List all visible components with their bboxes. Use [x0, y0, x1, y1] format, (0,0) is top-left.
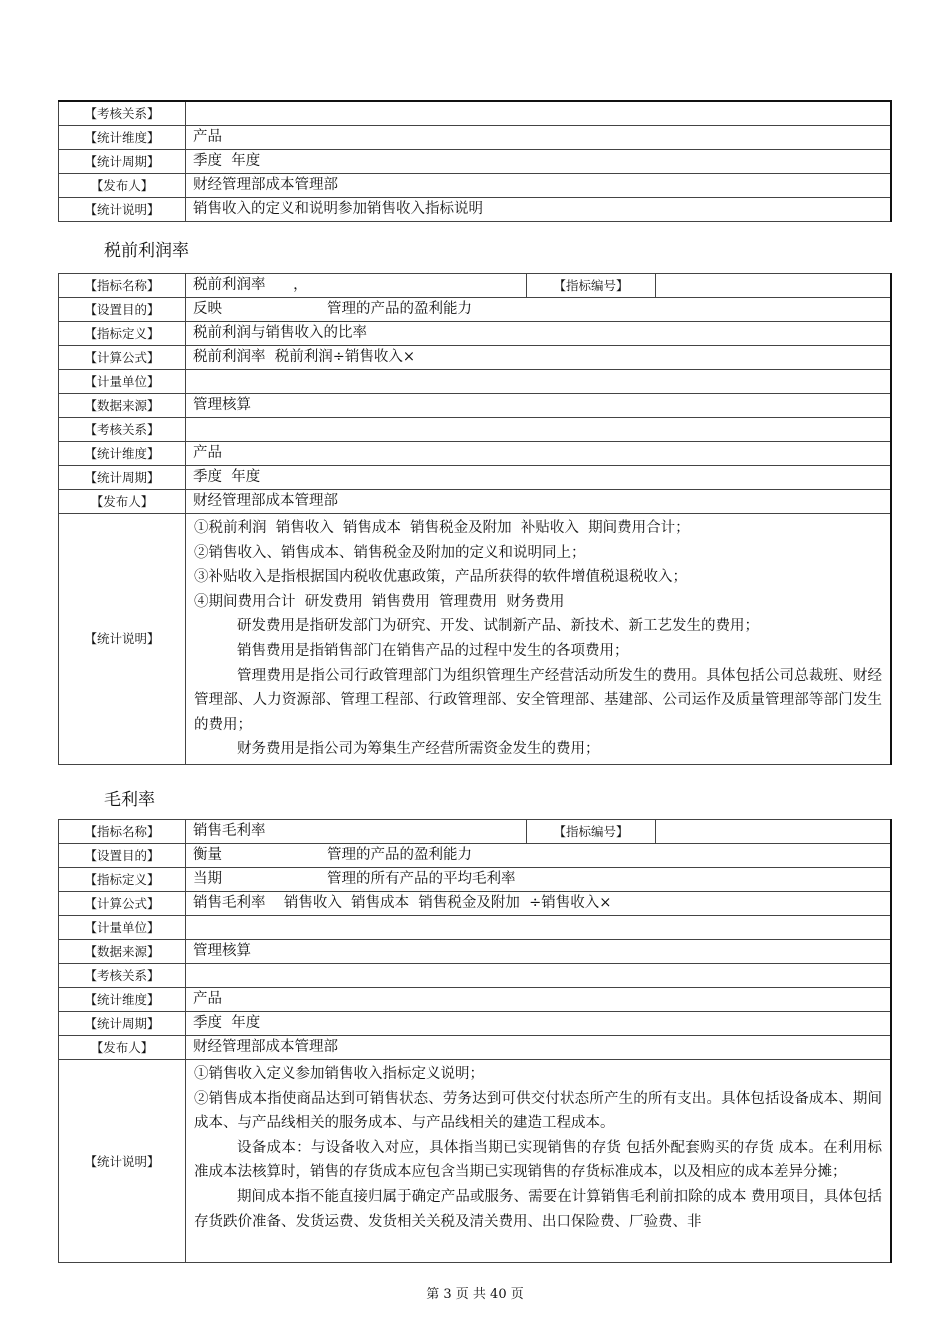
label-definition: 【指标定义】 — [59, 322, 186, 346]
stat-note-content — [186, 514, 892, 765]
label-indicator-code: 【指标编号】 — [527, 820, 656, 844]
label-assessment-relation: 【考核关系】 — [59, 101, 186, 125]
definition-prefix: 当期 — [193, 871, 222, 887]
value-indicator-code — [656, 274, 892, 298]
value-stat-period: 季度 年度 — [186, 466, 892, 490]
value-publisher: 财经管理部成本管理部 — [186, 173, 892, 197]
top-table — [58, 100, 892, 222]
note-line: 销售费用是指销售部门在销售产品的过程中发生的各项费用； — [237, 642, 629, 659]
value-stat-note: 销售收入的定义和说明参加销售收入指标说明 — [186, 197, 892, 221]
label-purpose: 【设置目的】 — [59, 844, 186, 868]
value-definition: 税前利润与销售收入的比率 — [186, 322, 892, 346]
value-indicator-name: 税前利润率 ， — [186, 274, 527, 298]
value-stat-period: 季度 年度 — [186, 149, 892, 173]
value-stat-dimension: 产品 — [186, 442, 892, 466]
label-publisher: 【发布人】 — [59, 490, 186, 514]
value-purpose — [186, 844, 892, 868]
page-footer: 第 3 页 共 40 页 — [426, 1287, 524, 1302]
label-indicator-name: 【指标名称】 — [59, 820, 186, 844]
value-publisher: 财经管理部成本管理部 — [186, 1036, 892, 1060]
value-definition — [186, 868, 892, 892]
label-stat-period: 【统计周期】 — [59, 466, 186, 490]
value-publisher: 财经管理部成本管理部 — [186, 490, 892, 514]
label-stat-note: 【统计说明】 — [59, 514, 186, 765]
note-line: ③补贴收入是指根据国内税收优惠政策，产品所获得的软件增值税退税收入； — [194, 569, 687, 586]
value-formula: 税前利润率 税前利润÷销售收入× — [186, 346, 892, 370]
label-formula: 【计算公式】 — [59, 892, 186, 916]
stat-note-content — [186, 1060, 892, 1263]
label-stat-note: 【统计说明】 — [59, 1060, 186, 1263]
value-assessment-relation — [186, 418, 892, 442]
purpose-prefix: 反映 — [193, 301, 222, 317]
label-publisher: 【发布人】 — [59, 173, 186, 197]
definition-suffix: 管理的所有产品的平均毛利率 — [327, 871, 516, 887]
label-stat-note: 【统计说明】 — [59, 197, 186, 221]
value-data-source: 管理核算 — [186, 394, 892, 418]
label-publisher: 【发布人】 — [59, 1036, 186, 1060]
gross-table — [58, 819, 892, 1263]
note-line: ②销售成本指使商品达到可销售状态、劳务达到可供交付状态所产生的所有支出。具体包括设备成本、期间成本、与产品线相关的服务成本、与产品线相关的建造工程成本。 — [194, 1090, 882, 1132]
label-unit: 【计量单位】 — [59, 370, 186, 394]
value-purpose — [186, 298, 892, 322]
label-indicator-code: 【指标编号】 — [527, 274, 656, 298]
label-assessment-relation: 【考核关系】 — [59, 964, 186, 988]
value-assessment-relation — [186, 964, 892, 988]
note-line: ①税前利润 销售收入 销售成本 销售税金及附加 补贴收入 期间费用合计； — [194, 520, 690, 536]
value-stat-dimension: 产品 — [186, 125, 892, 149]
label-stat-dimension: 【统计维度】 — [59, 125, 186, 149]
value-assessment-relation — [186, 101, 892, 125]
note-line: 财务费用是指公司为筹集生产经营所需资金发生的费用； — [237, 741, 600, 758]
value-data-source: 管理核算 — [186, 940, 892, 964]
section-heading-gross: 毛利率 — [104, 790, 155, 810]
value-indicator-code — [656, 820, 892, 844]
note-line: ①销售收入定义参加销售收入指标定义说明； — [194, 1066, 484, 1082]
label-data-source: 【数据来源】 — [59, 940, 186, 964]
purpose-suffix: 管理的产品的盈利能力 — [327, 847, 472, 863]
label-purpose: 【设置目的】 — [59, 298, 186, 322]
label-stat-period: 【统计周期】 — [59, 149, 186, 173]
value-stat-period: 季度 年度 — [186, 1012, 892, 1036]
value-formula: 销售毛利率 销售收入 销售成本 销售税金及附加 ÷销售收入× — [186, 892, 892, 916]
pretax-table — [58, 273, 892, 765]
label-stat-dimension: 【统计维度】 — [59, 988, 186, 1012]
label-unit: 【计量单位】 — [59, 916, 186, 940]
value-indicator-name: 销售毛利率 — [186, 820, 527, 844]
label-stat-period: 【统计周期】 — [59, 1012, 186, 1036]
label-data-source: 【数据来源】 — [59, 394, 186, 418]
note-line: 研发费用是指研发部门为研究、开发、试制新产品、新技术、新工艺发生的费用； — [237, 618, 759, 635]
label-assessment-relation: 【考核关系】 — [59, 418, 186, 442]
note-line: ④期间费用合计 研发费用 销售费用 管理费用 财务费用 — [194, 593, 565, 610]
value-unit — [186, 916, 892, 940]
purpose-suffix: 管理的产品的盈利能力 — [327, 301, 472, 317]
label-stat-dimension: 【统计维度】 — [59, 442, 186, 466]
label-definition: 【指标定义】 — [59, 868, 186, 892]
value-stat-dimension: 产品 — [186, 988, 892, 1012]
value-unit — [186, 370, 892, 394]
note-line: 期间成本指不能直接归属于确定产品或服务、需要在计算销售毛利前扣除的成本 费用项目，具体包括存货跌价准备、发货运费、发货相关关税及清关费用、出口保险费、厂验费、非 — [194, 1188, 882, 1230]
note-line: ②销售收入、销售成本、销售税金及附加的定义和说明同上； — [194, 544, 586, 561]
note-line: 管理费用是指公司行政管理部门为组织管理生产经营活动所发生的费用。具体包括公司总裁班、财经管理部、人力资源部、管理工程部、行政管理部、安全管理部、基建部、公司运作及质量管理部等部门发生的费用； — [194, 667, 882, 733]
section-heading-pretax: 税前利润率 — [104, 241, 189, 261]
note-line: 设备成本：与设备收入对应，具体指当期已实现销售的存货 包括外配套购买的存货 成本。在利用标准成本法核算时，销售的存货成本应包含当期已实现销售的存货标准成本，以及相应的成本差异分摊； — [194, 1139, 882, 1181]
purpose-prefix: 衡量 — [193, 847, 222, 863]
label-indicator-name: 【指标名称】 — [59, 274, 186, 298]
label-formula: 【计算公式】 — [59, 346, 186, 370]
